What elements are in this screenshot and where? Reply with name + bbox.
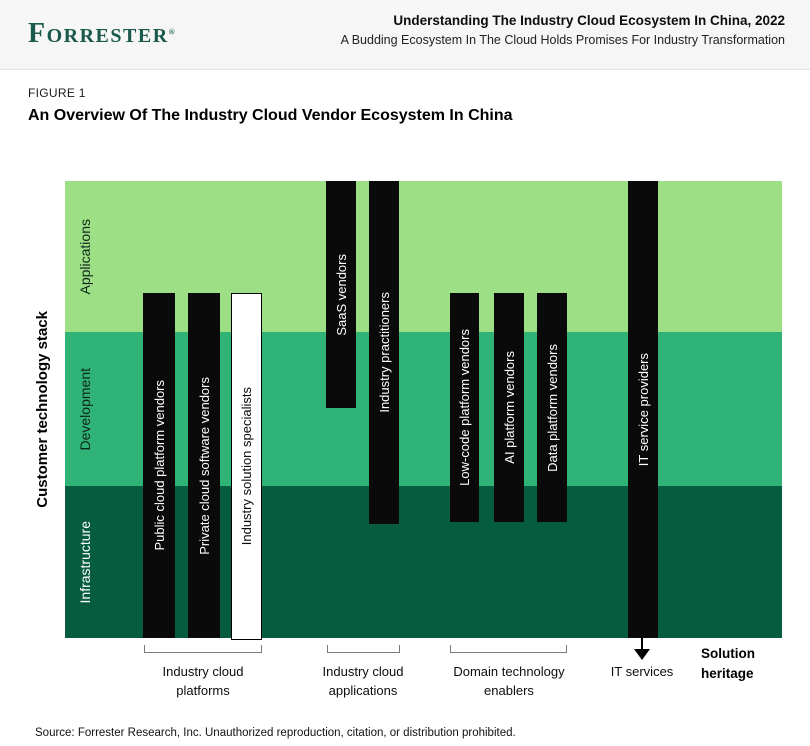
group-bracket-domain-technology-enablers (450, 645, 567, 653)
vendor-bar-label: Data platform vendors (544, 343, 560, 472)
band-label-container (72, 332, 98, 486)
band-label-container (72, 486, 98, 638)
vendor-bar-ai-platform (494, 293, 524, 522)
vendor-bar-data-platform (537, 293, 567, 522)
header-banner (0, 0, 810, 70)
vendor-bar-label: Private cloud software vendors (196, 376, 212, 555)
vendor-bar-label: SaaS vendors (333, 253, 349, 336)
logo-text: FORRESTER (28, 18, 169, 49)
forrester-logo (28, 18, 175, 50)
band-label-applications: Applications (77, 218, 93, 295)
solution-heritage-line: heritage (701, 666, 754, 681)
figure-label: FIGURE 1 (28, 86, 86, 100)
y-axis-label: Customer technology stack (33, 311, 51, 508)
vendor-bar-private-cloud-software (188, 293, 220, 638)
down-arrow-icon (634, 649, 650, 660)
group-label-industry-cloud-platforms (163, 662, 244, 700)
band-label-development: Development (77, 367, 93, 451)
group-bracket-industry-cloud-platforms (144, 645, 262, 653)
group-label-line: Industry cloud (322, 664, 404, 679)
group-label-line: Domain technology (453, 664, 565, 679)
vendor-bar-industry-solution-specialists (231, 293, 262, 640)
report-subtitle: A Budding Ecosystem In The Cloud Holds Promises For Industry Transformation (340, 33, 785, 47)
vendor-bar-industry-practitioners (369, 181, 399, 524)
registered-mark-icon: ® (168, 27, 175, 37)
group-label-line: IT services (610, 664, 674, 679)
vendor-bar-low-code-platform (450, 293, 479, 522)
vendor-bar-label: AI platform vendors (501, 351, 517, 464)
vendor-bar-label: Industry practitioners (376, 292, 392, 413)
solution-heritage-line: Solution (701, 646, 755, 661)
band-label-container (72, 181, 98, 332)
group-label-line: platforms (176, 683, 230, 698)
stack-diagram (65, 181, 782, 638)
source-attribution: Source: Forrester Research, Inc. Unauthorized reproduction, citation, or distribution prohibited. (35, 727, 516, 739)
vendor-bar-saas (326, 181, 356, 408)
group-label-line: enablers (484, 683, 534, 698)
vendor-bar-public-cloud-platform (143, 293, 175, 638)
vendor-bar-label: Public cloud platform vendors (151, 380, 167, 551)
group-label-line: Industry cloud (162, 664, 244, 679)
header-titles (341, 13, 785, 47)
group-bracket-industry-cloud-applications (327, 645, 400, 653)
y-axis-label-container (26, 181, 58, 638)
group-label-line: applications (328, 683, 398, 698)
group-label-domain-technology-enablers (453, 662, 564, 700)
vendor-bar-label: IT service providers (635, 352, 651, 467)
report-title: Understanding The Industry Cloud Ecosystem In China, 2022 (393, 13, 785, 28)
vendor-bar-label: Low-code platform vendors (457, 329, 472, 486)
group-label-industry-cloud-applications (323, 662, 404, 700)
solution-heritage-label (701, 644, 755, 684)
band-label-infrastructure: Infrastructure (77, 520, 93, 604)
down-arrow-icon (641, 638, 643, 649)
vendor-bar-it-service-providers (628, 181, 658, 638)
group-label-it-services (611, 662, 674, 681)
vendor-bar-label: Industry solution specialists (239, 387, 254, 546)
figure-title: An Overview Of The Industry Cloud Vendor Ecosystem In China (28, 107, 513, 124)
